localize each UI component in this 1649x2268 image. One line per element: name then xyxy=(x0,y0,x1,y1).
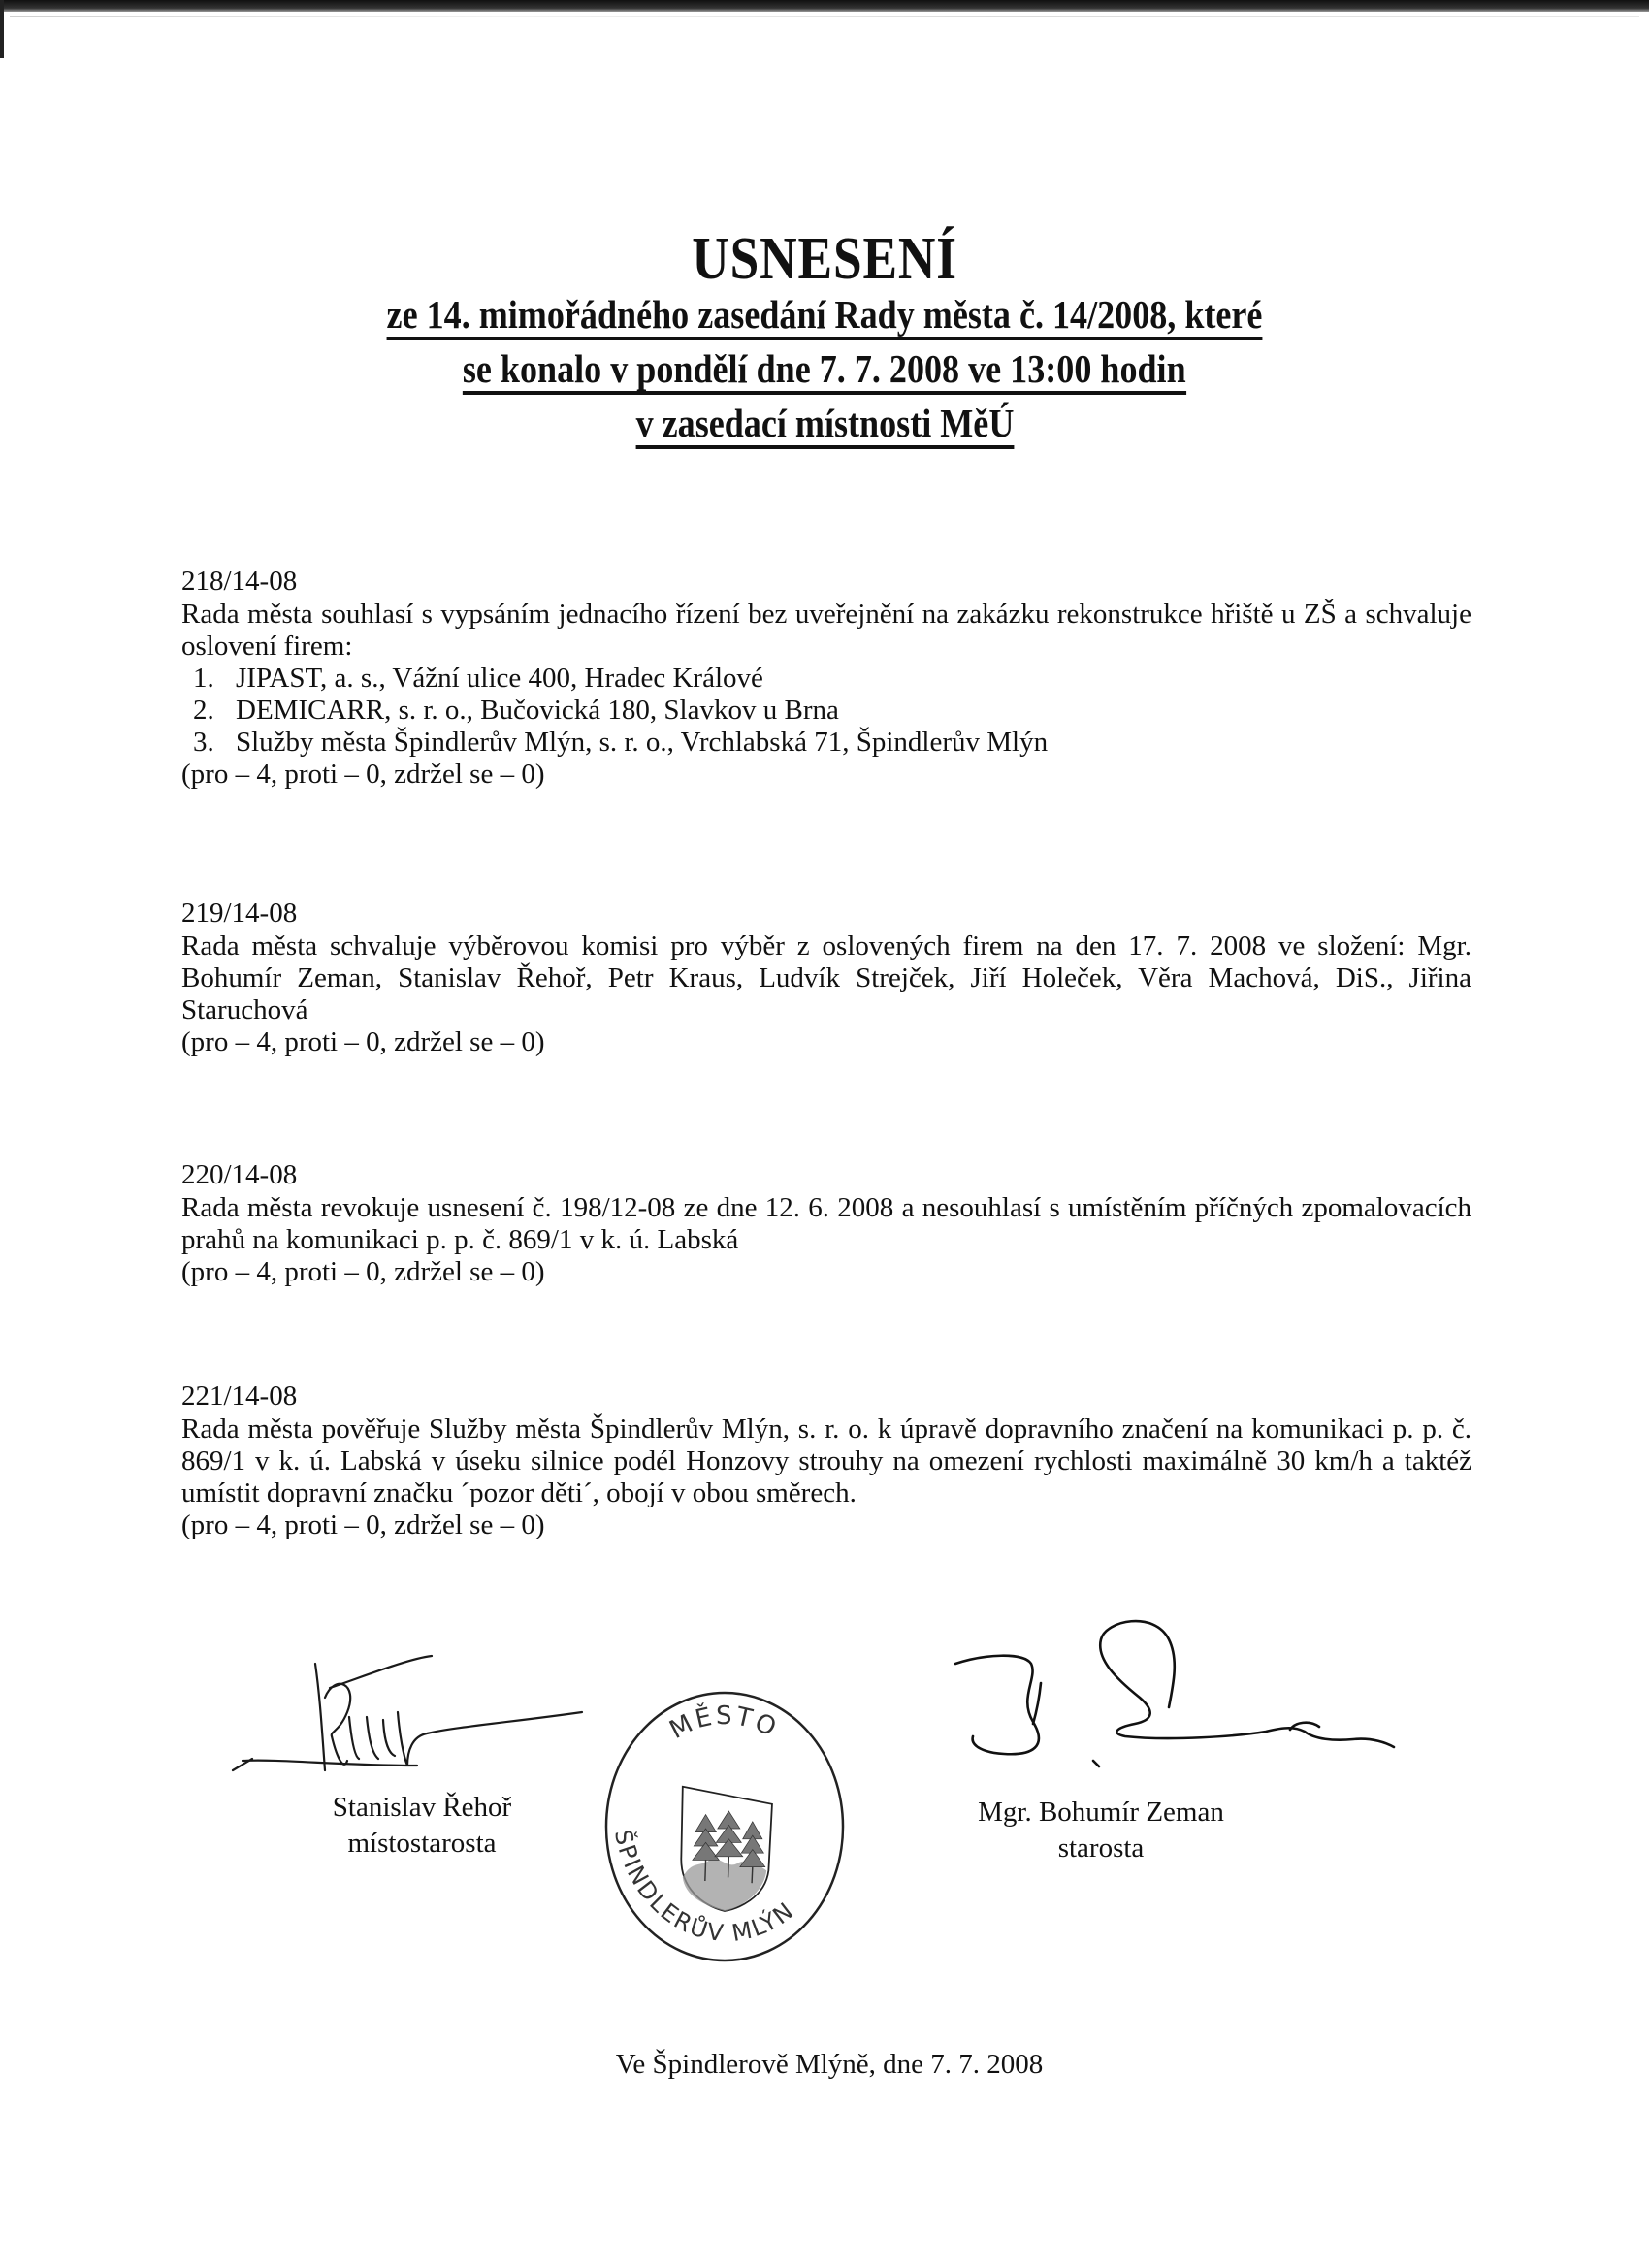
seal-bottom-text: ŠPINDLERŮV MLÝN xyxy=(608,1827,800,1948)
resolution-number: 219/14-08 xyxy=(181,897,298,928)
signatory-name: Stanislav Řehoř xyxy=(332,1792,512,1823)
resolution-number: 221/14-08 xyxy=(181,1380,298,1411)
resolution-218 xyxy=(181,566,1471,791)
list-item xyxy=(181,663,1471,695)
resolution-text: Rada města schvaluje výběrovou komisi pro výběr z oslovených firem na den 17. 7. 2008 ve složení: Mgr. Bohumír Zeman, Stanislav Řehoř, Petr Kraus, Ludvík Strejček, Jiří Holeček, Věra Machová, DiS., Jiřina Staruchová xyxy=(181,930,1471,1025)
resolution-219 xyxy=(181,897,1471,1058)
document-subtitle-line-2: se konalo v pondělí dne 7. 7. 2008 ve 13:00 hodin xyxy=(0,347,1649,395)
list-number: 3. xyxy=(193,727,214,758)
list-item xyxy=(181,695,1471,727)
vote-result: (pro – 4, proti – 0, zdržel se – 0) xyxy=(181,759,545,790)
official-seal xyxy=(597,1686,854,1967)
document-subtitle-line-1: ze 14. mimořádného zasedání Rady města č. 14/2008, které xyxy=(0,293,1649,340)
vote-result: (pro – 4, proti – 0, zdržel se – 0) xyxy=(181,1509,545,1540)
signatory-right xyxy=(926,1795,1276,1866)
coat-of-arms-icon xyxy=(681,1787,772,1911)
list-number: 1. xyxy=(193,663,214,694)
resolution-number: 218/14-08 xyxy=(181,566,298,597)
document-subtitle-line-3: v zasedací místnosti MěÚ xyxy=(0,402,1649,449)
place-and-date: Ve Špindlerově Mlýně, dne 7. 7. 2008 xyxy=(615,2049,1044,2080)
resolution-221 xyxy=(181,1380,1471,1541)
resolution-text: Rada města revokuje usnesení č. 198/12-08 ze dne 12. 6. 2008 a nesouhlasí s umístěním příčných zpomalovacích prahů na komunikaci p. p. č. 869/1 v k. ú. Labská xyxy=(181,1192,1471,1255)
resolution-number: 220/14-08 xyxy=(181,1159,298,1190)
list-text: JIPAST, a. s., Vážní ulice 400, Hradec Králové xyxy=(236,663,763,694)
scan-border-top xyxy=(0,0,1649,12)
resolution-text: Rada města souhlasí s vypsáním jednacího řízení bez uveřejnění na zakázku rekonstrukce hřiště u ZŠ a schvaluje oslovení firem: xyxy=(181,599,1471,662)
signatory-name: Mgr. Bohumír Zeman xyxy=(978,1797,1224,1828)
list-number: 2. xyxy=(193,695,214,726)
signatory-role: místostarosta xyxy=(347,1828,497,1859)
document-title: USNESENÍ xyxy=(692,226,957,292)
signature-left xyxy=(223,1644,592,1790)
seal-top-text: MĚSTO xyxy=(664,1701,784,1745)
list-text: DEMICARR, s. r. o., Bučovická 180, Slavkov u Brna xyxy=(236,695,839,726)
vote-result: (pro – 4, proti – 0, zdržel se – 0) xyxy=(181,1256,545,1287)
signatory-role: starosta xyxy=(1057,1832,1145,1863)
list-text: Služby města Špindlerův Mlýn, s. r. o., Vrchlabská 71, Špindlerův Mlýn xyxy=(236,727,1049,758)
scan-artifact-line xyxy=(10,16,1639,17)
resolution-text: Rada města pověřuje Služby města Špindlerův Mlýn, s. r. o. k úpravě dopravního značení na komunikaci p. p. č. 869/1 v k. ú. Labská v úseku silnice podél Honzovy strouhy na omezení rychlosti maximálně 30 km/h a taktéž umístit dopravní značku ´pozor děti´, obojí v obou směrech. xyxy=(181,1413,1471,1508)
list-item xyxy=(181,727,1471,759)
signature-right xyxy=(946,1615,1402,1770)
vote-result: (pro – 4, proti – 0, zdržel se – 0) xyxy=(181,1026,545,1057)
scan-border-left xyxy=(0,0,4,58)
resolution-220 xyxy=(181,1159,1471,1288)
signatory-left xyxy=(296,1790,548,1862)
company-list xyxy=(181,663,1471,759)
